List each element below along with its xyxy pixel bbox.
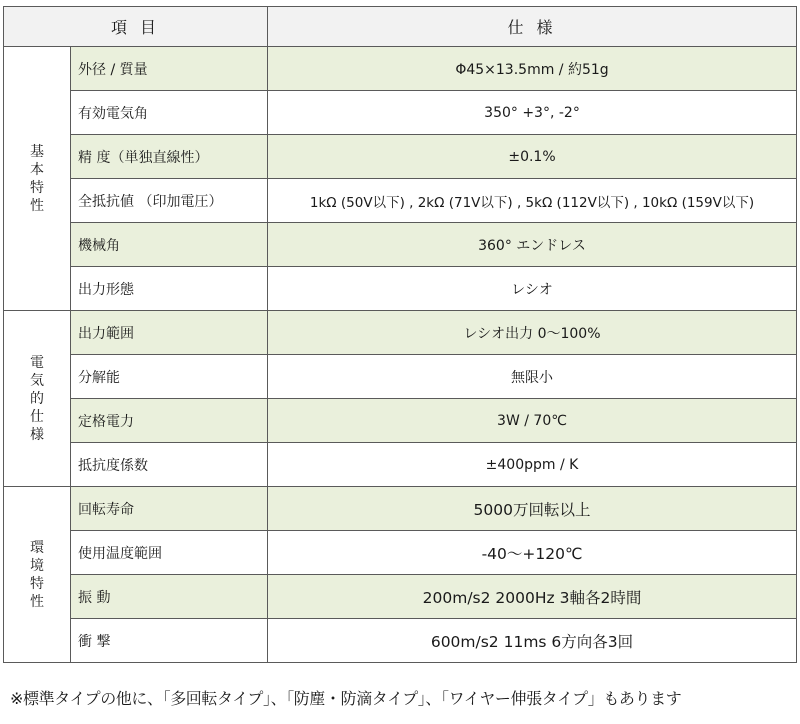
table-row bbox=[4, 619, 797, 663]
category-basic bbox=[4, 47, 71, 311]
row-value: ±400ppm / K bbox=[268, 443, 797, 487]
row-item: 振 動 bbox=[71, 575, 268, 619]
row-value: 200m/s2 2000Hz 3軸各2時間 bbox=[268, 575, 797, 619]
row-item: 分解能 bbox=[71, 355, 268, 399]
header-spec: 仕 様 bbox=[268, 7, 797, 47]
row-item: 出力形態 bbox=[71, 267, 268, 311]
row-item: 精 度（単独直線性） bbox=[71, 135, 268, 179]
row-value: 1kΩ (50V以下) , 2kΩ (71V以下) , 5kΩ (112V以下) , 10kΩ (159V以下) bbox=[268, 179, 797, 223]
header-item: 項 目 bbox=[4, 7, 268, 47]
row-value: 360° エンドレス bbox=[268, 223, 797, 267]
row-value: -40～+120℃ bbox=[268, 531, 797, 575]
row-value: Φ45×13.5mm / 約51g bbox=[268, 47, 797, 91]
row-value: レシオ bbox=[268, 267, 797, 311]
row-value: 600m/s2 11ms 6方向各3回 bbox=[268, 619, 797, 663]
row-value: 無限小 bbox=[268, 355, 797, 399]
row-item: 全抵抗値 （印加電圧） bbox=[71, 179, 268, 223]
row-item: 機械角 bbox=[71, 223, 268, 267]
row-value: 3W / 70℃ bbox=[268, 399, 797, 443]
row-item: 定格電力 bbox=[71, 399, 268, 443]
row-item: 回転寿命 bbox=[71, 487, 268, 531]
row-value: ±0.1% bbox=[268, 135, 797, 179]
spec-table bbox=[3, 6, 797, 663]
table-row bbox=[4, 355, 797, 399]
category-label: 環境特性 bbox=[30, 539, 44, 610]
category-electrical bbox=[4, 311, 71, 487]
table-row bbox=[4, 575, 797, 619]
table-row bbox=[4, 311, 797, 355]
category-label: 電気的仕様 bbox=[30, 354, 44, 443]
table-row bbox=[4, 223, 797, 267]
row-value: レシオ出力 0～100% bbox=[268, 311, 797, 355]
category-label: 基本特性 bbox=[30, 143, 44, 214]
table-row bbox=[4, 135, 797, 179]
row-item: 出力範囲 bbox=[71, 311, 268, 355]
row-item: 外径 / 質量 bbox=[71, 47, 268, 91]
row-item: 有効電気角 bbox=[71, 91, 268, 135]
footnote: ※標準タイプの他に、「多回転タイプ」、「防塵・防滴タイプ」、「ワイヤー伸張タイプ」もあります bbox=[10, 689, 682, 708]
table-header-row bbox=[4, 7, 797, 47]
row-item: 抵抗度係数 bbox=[71, 443, 268, 487]
table-row bbox=[4, 531, 797, 575]
table-row bbox=[4, 399, 797, 443]
category-environment bbox=[4, 487, 71, 663]
table-row bbox=[4, 179, 797, 223]
table-row bbox=[4, 487, 797, 531]
row-item: 使用温度範囲 bbox=[71, 531, 268, 575]
table-row bbox=[4, 91, 797, 135]
row-value: 350° +3°, -2° bbox=[268, 91, 797, 135]
table-row bbox=[4, 267, 797, 311]
table-row bbox=[4, 47, 797, 91]
table-row bbox=[4, 443, 797, 487]
row-item: 衝 撃 bbox=[71, 619, 268, 663]
row-value: 5000万回転以上 bbox=[268, 487, 797, 531]
